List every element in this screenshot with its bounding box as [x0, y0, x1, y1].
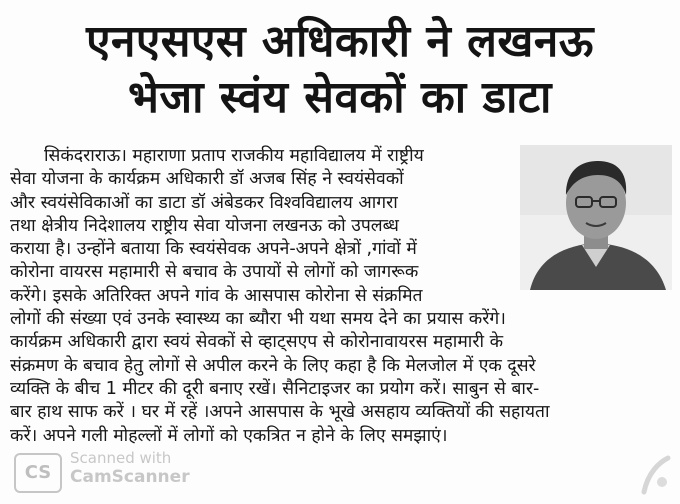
- article-line: बार हाथ साफ करें । घर में रहें ।अपने आसपास के भूखे असहाय व्यक्तियों की सहायता: [10, 402, 550, 423]
- watermark-line-1: Scanned with: [70, 449, 172, 467]
- watermark-line-2: CamScanner: [70, 467, 190, 487]
- article-line: और स्वयंसेविकाओं का डाटा डॉ अंबेडकर विश्वविद्यालय आगरा: [10, 192, 398, 213]
- corner-glyph-icon: [638, 452, 672, 496]
- article-line: कराया है। उन्होंने बताया कि स्वयंसेवक अपने-अपने क्षेत्रों ,गांवों में: [10, 239, 417, 260]
- article-line: तथा क्षेत्रीय निदेशालय राष्ट्रीय सेवा योजना लखनऊ को उपलब्ध: [10, 215, 399, 236]
- camscanner-watermark: [14, 449, 234, 493]
- page-corner-mark: [638, 452, 672, 496]
- article-line: संक्रमण के बचाव हेतु लोगों से अपील करने के लिए कहा है कि मेलजोल में एक दूसरे: [10, 355, 536, 376]
- article-line: कोरोना वायरस महामारी से बचाव के उपायों से लोगों को जागरूक: [10, 262, 419, 283]
- article-line: करेंगे। इसके अतिरिक्त अपने गांव के आसपास कोरोना से संक्रमित: [10, 285, 423, 306]
- headline: [0, 14, 680, 126]
- article-line: सेवा योजना के कार्यक्रम अधिकारी डॉ अजब सिंह ने स्वयंसेवकों: [10, 169, 404, 190]
- article-line: लोगों की संख्या एवं उनके स्वास्थ्य का ब्यौरा भी यथा समय देने का प्रयास करेंगे।: [10, 309, 506, 330]
- article-line: कार्यक्रम अधिकारी द्वारा स्वयं सेवकों से व्हाट्सएप से कोरोनावायरस महामारी के: [10, 332, 504, 353]
- camscanner-logo-icon: CS: [14, 453, 62, 493]
- headline-line-1: एनएसएस अधिकारी ने लखनऊ: [86, 16, 594, 67]
- article-body: [10, 145, 670, 448]
- article-line: व्यक्ति के बीच 1 मीटर की दूरी बनाए रखें। सैनिटाइजर का प्रयोग करें। साबुन से बार-: [10, 378, 540, 399]
- headline-line-2: भेजा स्वंय सेवकों का डाटा: [128, 72, 552, 123]
- article-line: करें। अपने गली मोहल्लों में लोगों को एकत्रित न होने के लिए समझाएं।: [10, 425, 448, 446]
- article-line: सिकंदराराऊ। महाराणा प्रताप राजकीय महाविद्यालय में राष्ट्रीय: [44, 146, 424, 166]
